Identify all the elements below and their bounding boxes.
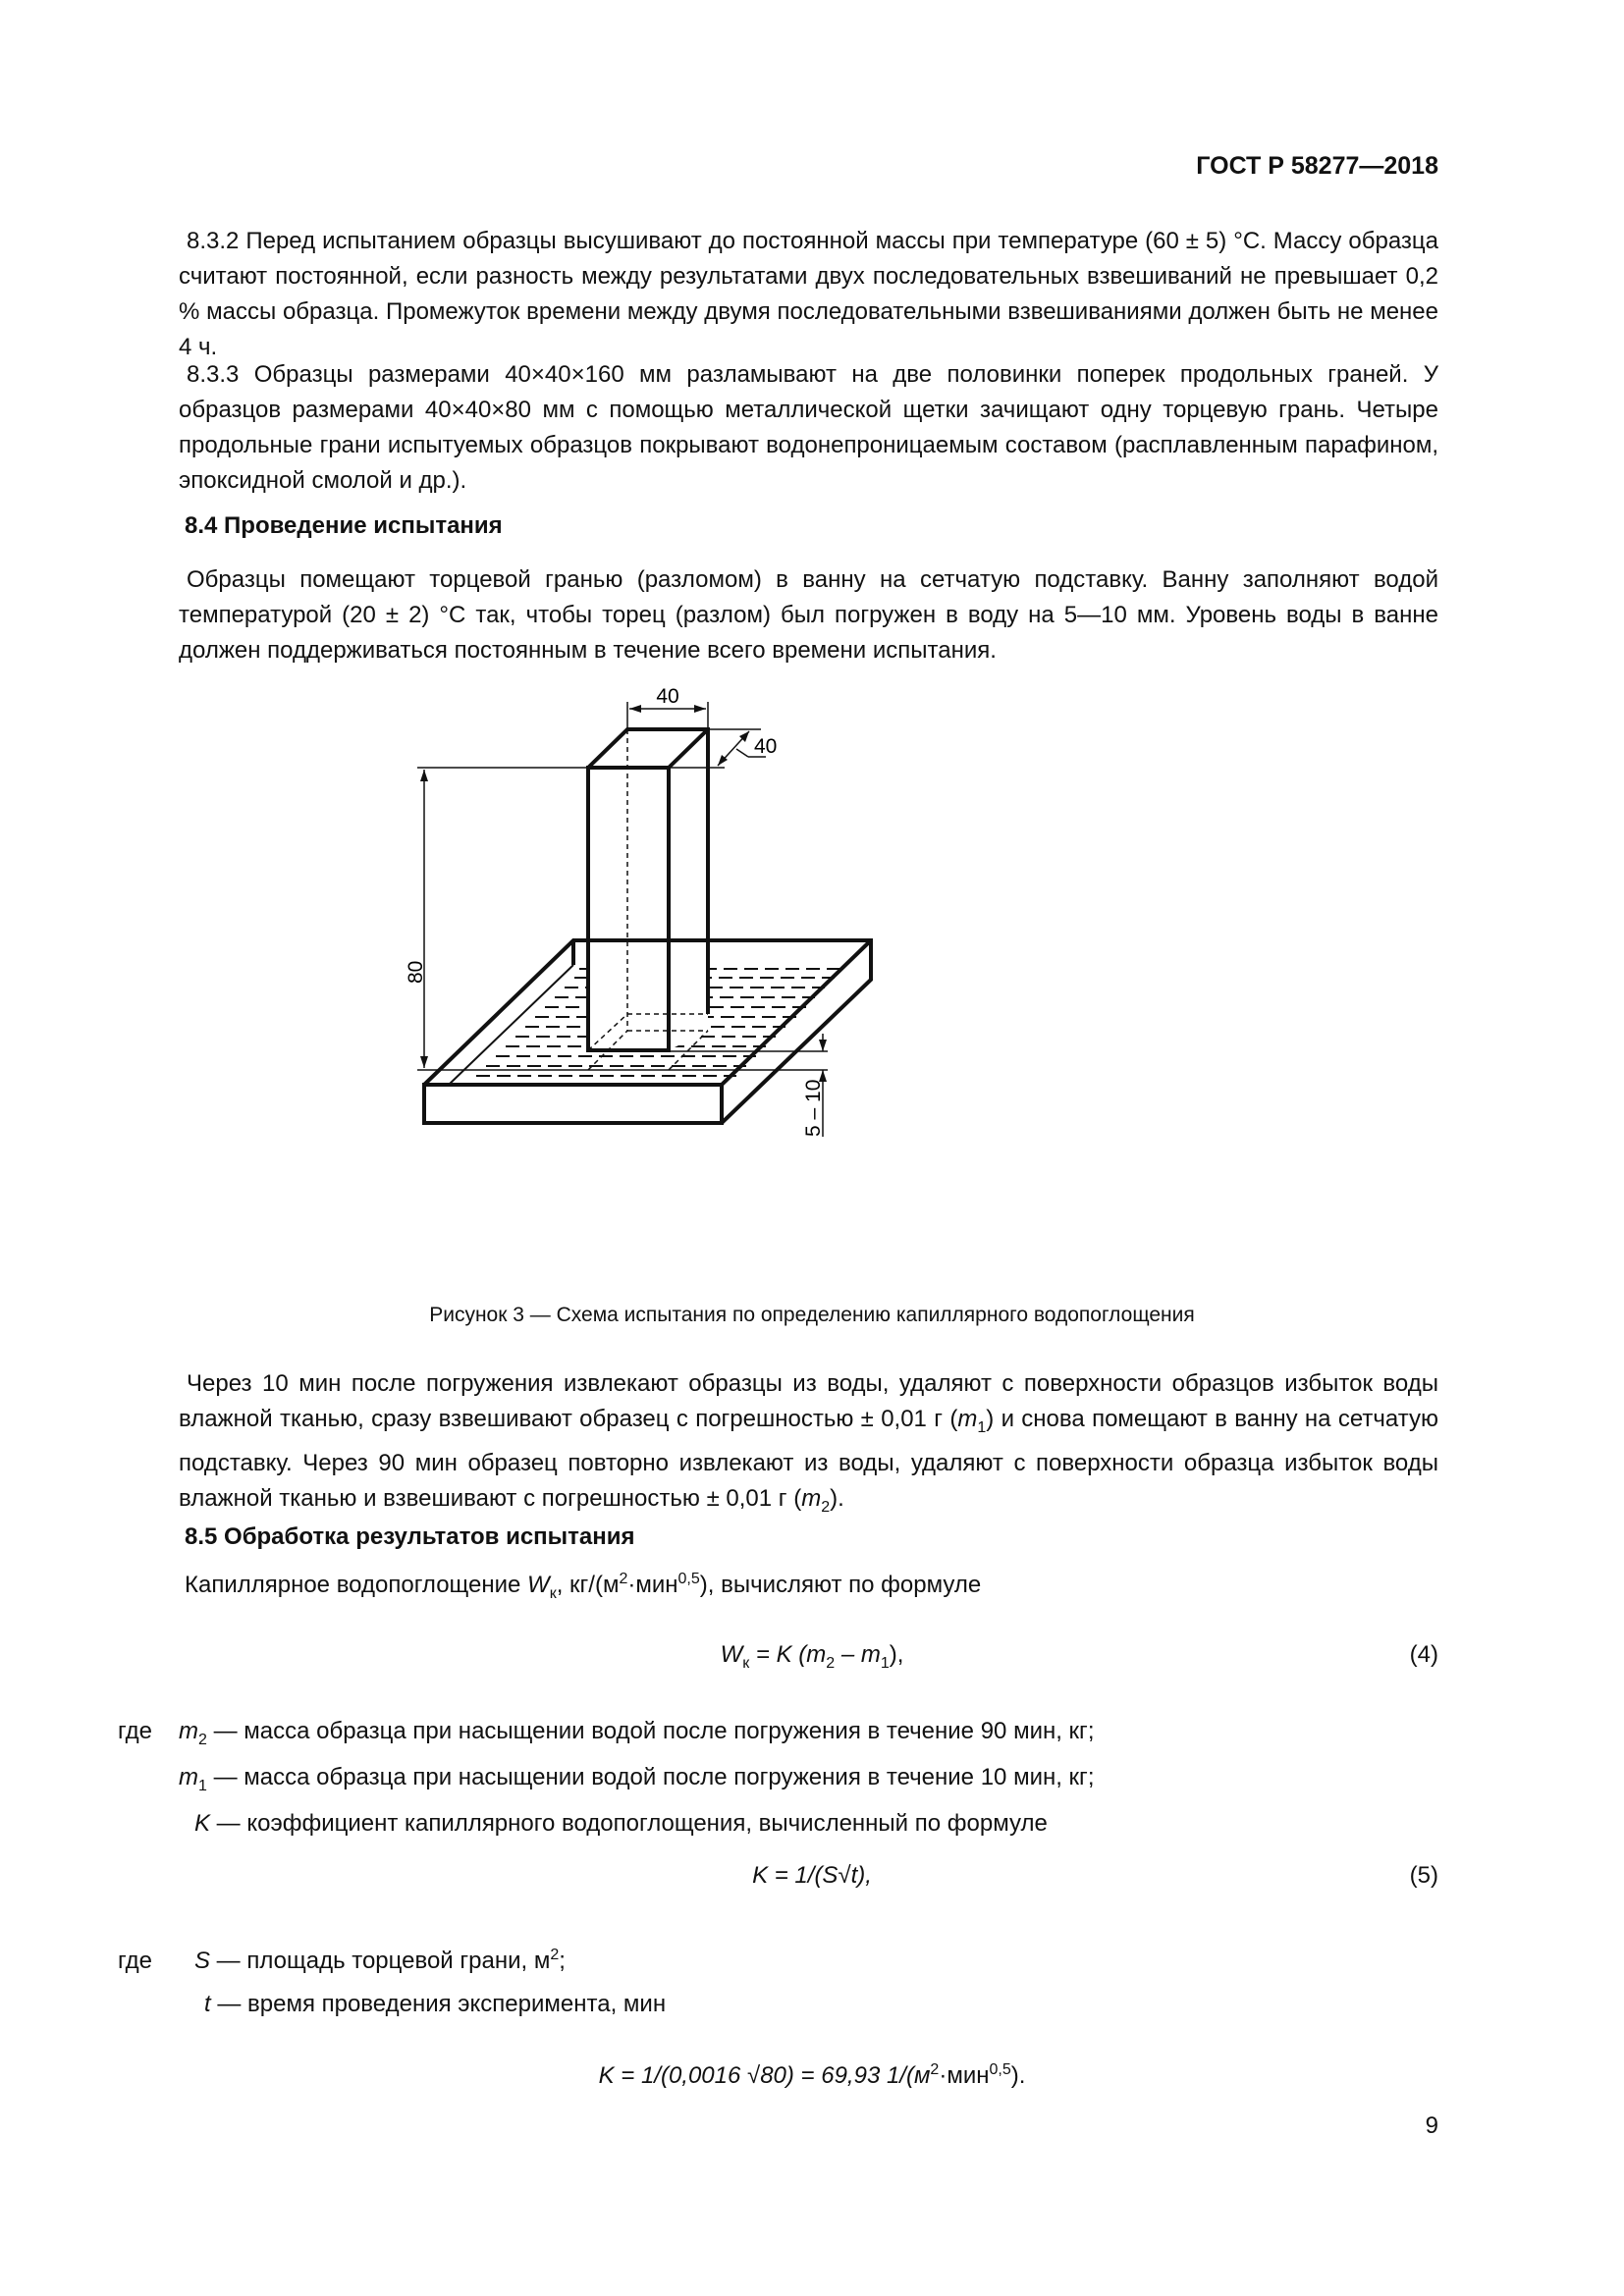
section-heading-8-5: 8.5 Обработка результатов испытания	[185, 1523, 635, 1550]
paragraph-8-4: Образцы помещают торцевой гранью (разломом) в ванну на сетчатую подставку. Ванну заполняют водой температурой (20 ± 2) °С так, чтобы торец (разлом) был погружен в воду на 5—10 мм. Уровень воды в ванне должен поддерживаться постоянным в течение всего времени испытания.	[179, 566, 1438, 664]
dimension-immersion-label: 5 – 10	[802, 1079, 825, 1137]
formula-6: K = 1/(0,0016 √80) = 69,93 $1/(м^2\cdot мин^{0,5})$.	[598, 2061, 1026, 2089]
paragraph-weighing: Через 10 мин после погружения извлекают образцы из воды, удаляют с поверхности образцов избыток воды влажной тканью, сразу взвешивают образец с погрешностью ± 0,01 г $(m_1)$ и снова помещают в ванну на сетчатую подставку. Через 90 мин образец повторно извлекают из воды, удаляют с поверхности образца избыток воды влажной тканью и взвешивают с погрешностью ± 0,01 г $(m_2)$.	[179, 1370, 1438, 1516]
where-item: где $m_2$ — масса образца при насыщении водой после погружения в течение 90 мин, кг;	[118, 1718, 1095, 1748]
where-list-2	[118, 1934, 666, 2026]
section-heading-8-4: 8.4 Проведение испытания	[185, 512, 503, 539]
figure-caption: Рисунок 3 — Схема испытания по определению капиллярного водопоглощения	[429, 1304, 1195, 1326]
dimension-height-label: 80	[405, 960, 427, 984]
document-id: ГОСТ Р 58277—2018	[1196, 152, 1438, 180]
paragraph-8-3-2: 8.3.2 Перед испытанием образцы высушивают до постоянной массы при температуре (60 ± 5) °С. Массу образца считают постоянной, если разность между результатами двух последовательных взвешиваний не превышает 0,2 % массы образца. Промежуток времени между двумя последовательными взвешиваниями должен быть не менее 4 ч.	[179, 228, 1438, 360]
formula-4-number: (4)	[1409, 1641, 1438, 1668]
page-number: 9	[1425, 2112, 1438, 2139]
paragraph-8-3-3: 8.3.3 Образцы размерами 40×40×160 мм разламывают на две половинки поперек продольных граней. У образцов размерами 40×40×80 мм с помощью металлической щетки зачищают одну торцевую грань. Четыре продольные грани испытуемых образцов покрывают водонепроницаемым составом (расплавленным парафином, эпоксидной смолой и др.).	[179, 361, 1438, 494]
dimension-depth-label: 40	[754, 735, 778, 758]
dimension-width-label: 40	[656, 685, 679, 708]
formula-5: K = 1/(S√t),	[752, 1862, 872, 1889]
where-item: где S — площадь торцевой грани, $м^2$;	[118, 1947, 566, 1974]
where-list-1	[118, 1713, 1094, 1842]
figure-3-diagram	[0, 677, 1624, 1286]
where-item: K — коэффициент капиллярного водопоглощения, вычисленный по формуле	[194, 1809, 1048, 1837]
where-item: t — время проведения эксперимента, мин	[204, 1991, 667, 2017]
paragraph-8-5: Капиллярное водопоглощение $W_к$, $кг/(м^2\cdot мин^{0,5})$, вычисляют по формуле	[185, 1571, 982, 1602]
where-item: $m_1$ — масса образца при насыщении водой после погружения в течение 10 мин, кг;	[179, 1763, 1095, 1794]
formula-5-number: (5)	[1409, 1862, 1438, 1889]
formula-4: $W_к = K$ $(m_2 - m_1)$,	[720, 1641, 904, 1672]
